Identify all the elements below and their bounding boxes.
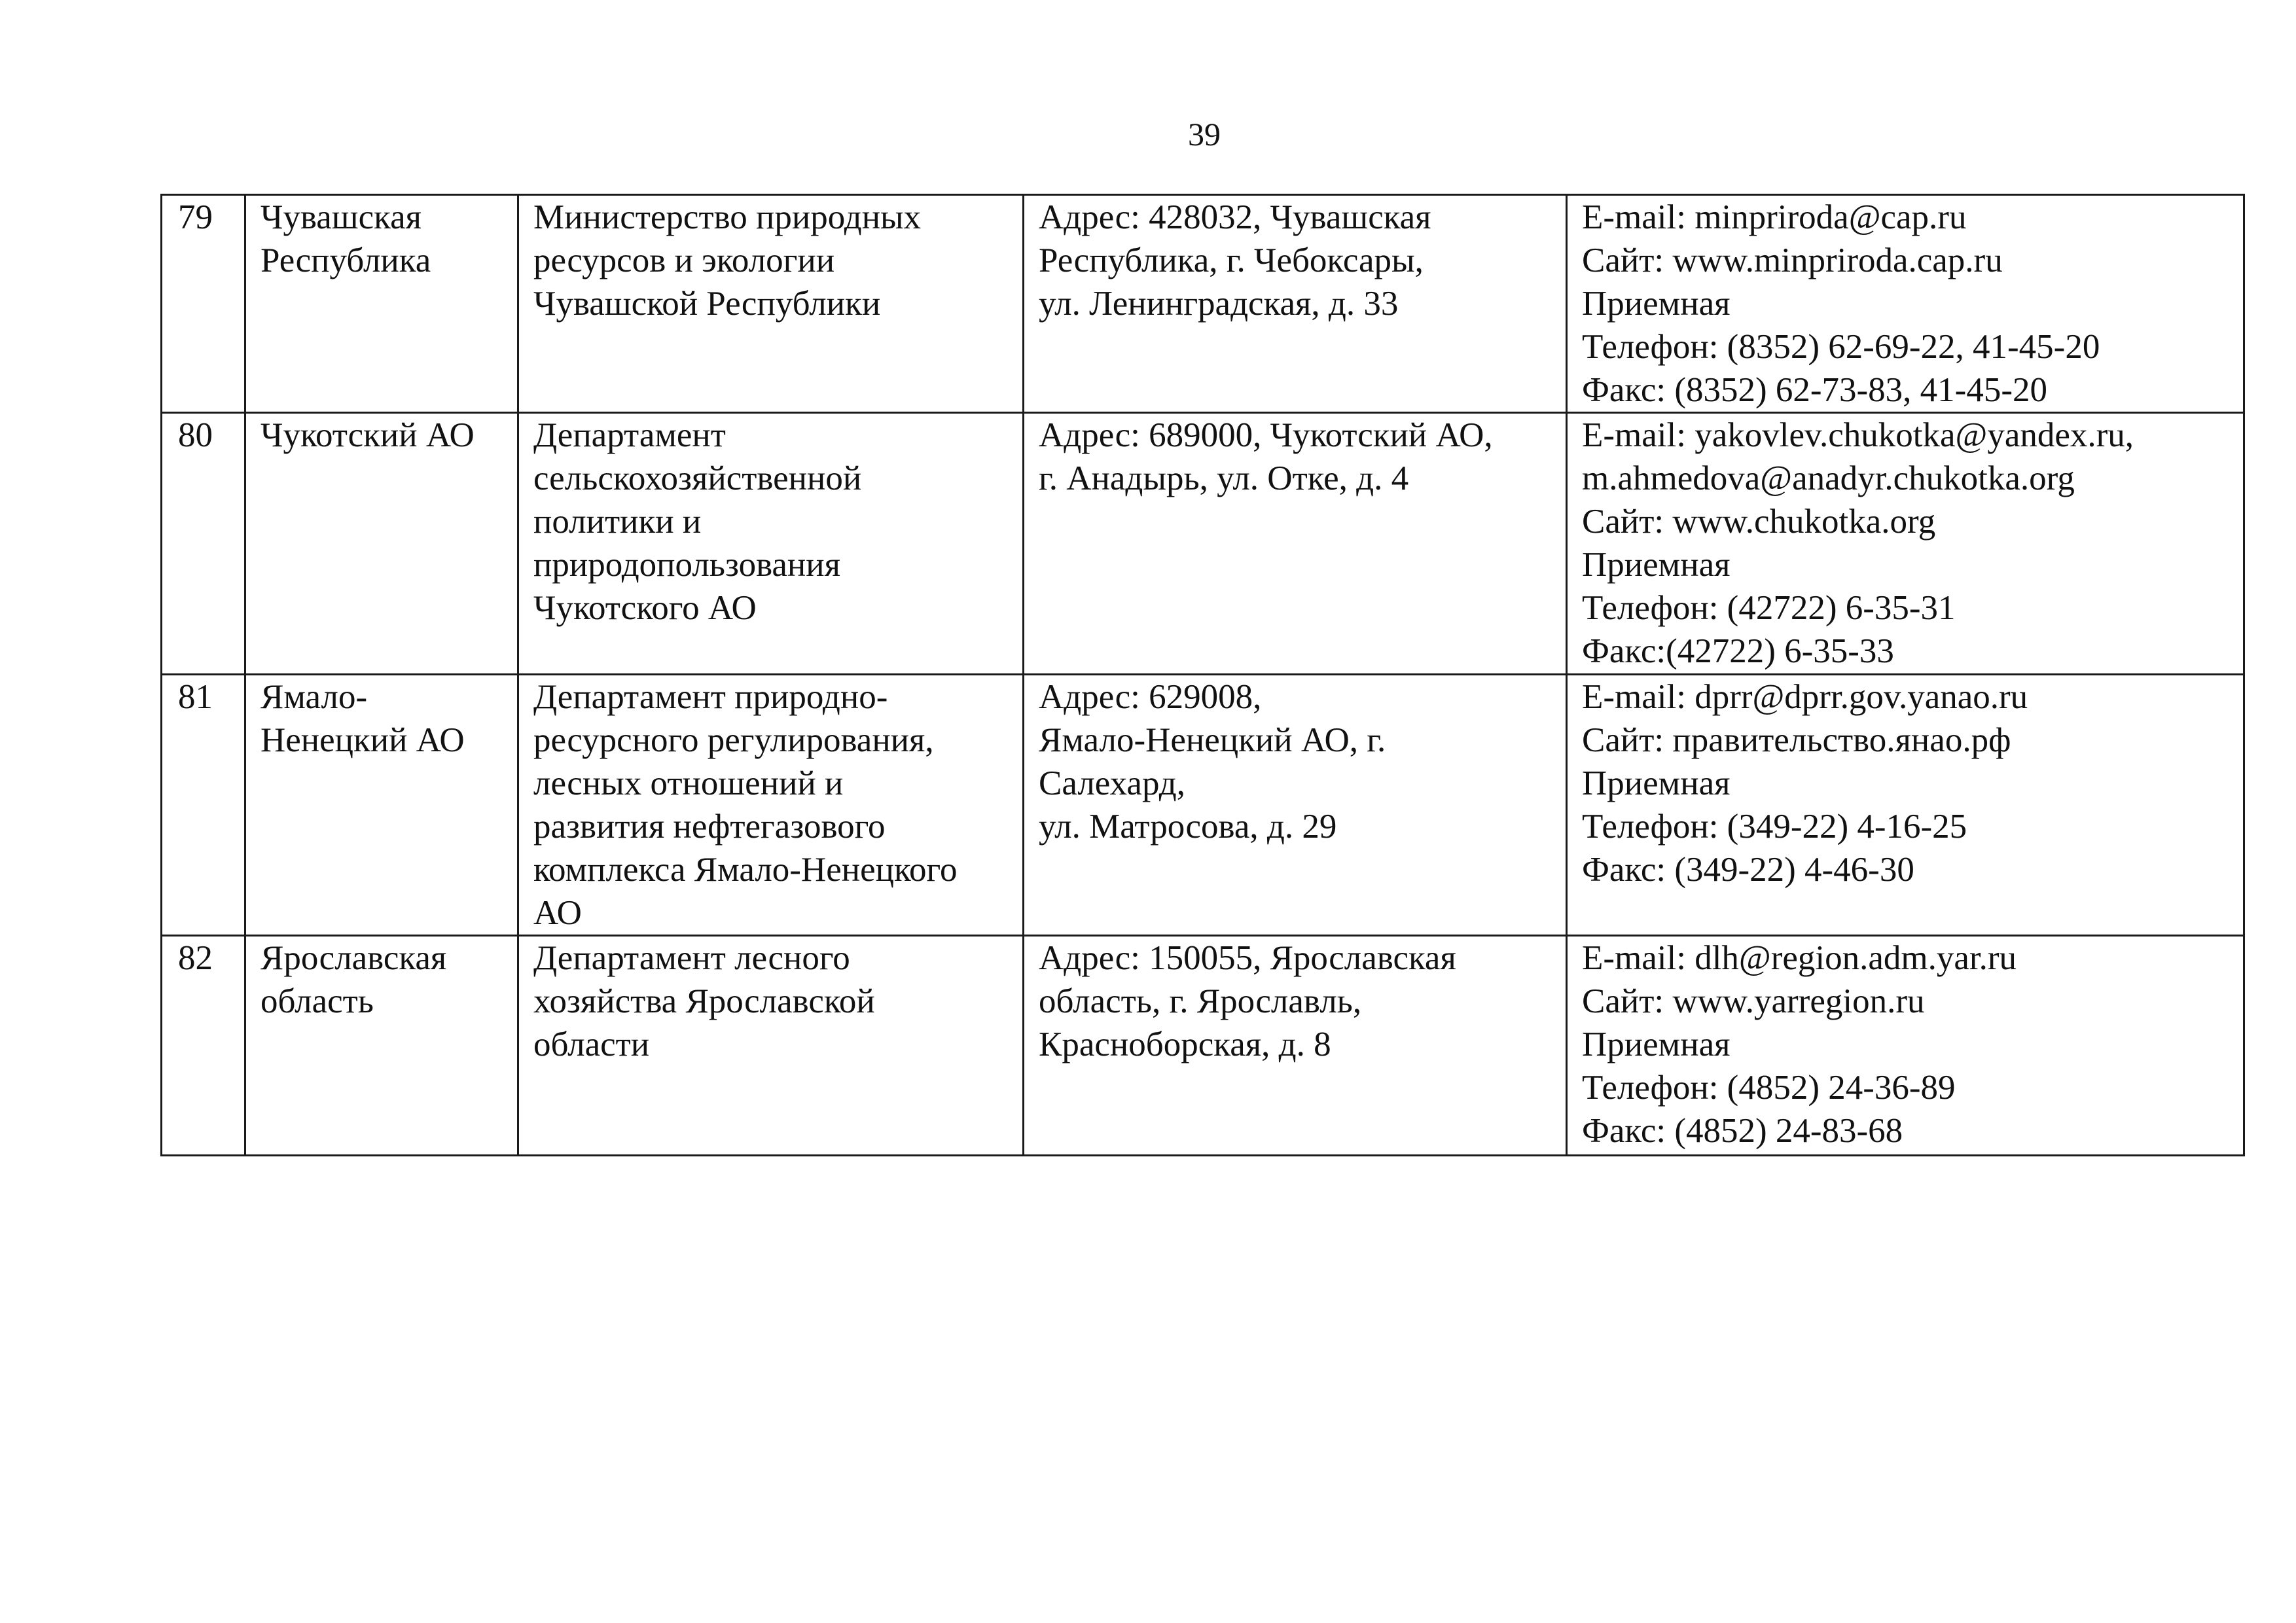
address-cell xyxy=(1024,936,1567,1156)
address-line: Адрес: 428032, Чувашская xyxy=(1039,198,1431,236)
table-row xyxy=(162,675,2244,936)
fax-line: Факс: (8352) 62-73-83, 41-45-20 xyxy=(1582,371,2047,409)
fax-line: Факс: (4852) 24-83-68 xyxy=(1582,1112,1903,1150)
phone-line: Телефон: (349-22) 4-16-25 xyxy=(1582,808,1967,846)
reception-label: Приемная xyxy=(1582,546,1731,584)
email-line: m.ahmedova@anadyr.chukotka.org xyxy=(1582,459,2075,497)
agency-line: Департамент природно- xyxy=(533,678,888,716)
website-line: Сайт: www.yarregion.ru xyxy=(1582,982,1925,1020)
phone-line: Телефон: (4852) 24-36-89 xyxy=(1582,1069,1956,1107)
address-line: Адрес: 150055, Ярославская xyxy=(1039,939,1456,977)
reception-label: Приемная xyxy=(1582,285,1731,323)
agency-line: развития нефтегазового xyxy=(533,808,886,846)
phone-line: Телефон: (8352) 62-69-22, 41-45-20 xyxy=(1582,328,2100,366)
address-line: ул. Матросова, д. 29 xyxy=(1039,808,1337,846)
reception-label: Приемная xyxy=(1582,1026,1731,1063)
region-line: Ненецкий АО xyxy=(260,721,465,759)
agency-line: политики и xyxy=(533,503,702,541)
agency-line: области xyxy=(533,1026,650,1063)
row-number: 80 xyxy=(162,413,245,675)
contacts-cell xyxy=(1567,195,2244,413)
reception-label: Приемная xyxy=(1582,764,1731,802)
region-line: Республика xyxy=(260,241,431,279)
agency-line: АО xyxy=(533,894,582,932)
page-number: 39 xyxy=(1188,116,1221,152)
email-line: E-mail: dlh@region.adm.yar.ru xyxy=(1582,939,2017,977)
address-cell xyxy=(1024,675,1567,936)
region-line: Чукотский АО xyxy=(260,416,475,454)
address-line: г. Анадырь, ул. Отке, д. 4 xyxy=(1039,459,1409,497)
agency-line: хозяйства Ярославской xyxy=(533,982,875,1020)
region-cell xyxy=(245,195,518,413)
agency-table xyxy=(160,194,2245,1156)
address-cell xyxy=(1024,413,1567,675)
phone-line: Телефон: (42722) 6-35-31 xyxy=(1582,589,1956,627)
agency-line: ресурсов и экологии xyxy=(533,241,835,279)
row-number: 79 xyxy=(162,195,245,413)
row-number: 82 xyxy=(162,936,245,1156)
region-cell xyxy=(245,675,518,936)
email-line: E-mail: dprr@dprr.gov.yanao.ru xyxy=(1582,678,2028,716)
address-line: Салехард, xyxy=(1039,764,1185,802)
address-line: область, г. Ярославль, xyxy=(1039,982,1362,1020)
table-row xyxy=(162,413,2244,675)
contacts-cell xyxy=(1567,936,2244,1156)
agency-line: комплекса Ямало-Ненецкого xyxy=(533,851,958,889)
region-line: Ямало- xyxy=(260,678,368,716)
fax-line: Факс: (349-22) 4-46-30 xyxy=(1582,851,1914,889)
fax-line: Факс:(42722) 6-35-33 xyxy=(1582,632,1894,670)
address-cell xyxy=(1024,195,1567,413)
region-cell xyxy=(245,936,518,1156)
website-line: Сайт: www.chukotka.org xyxy=(1582,503,1936,541)
address-line: Республика, г. Чебоксары, xyxy=(1039,241,1424,279)
agency-cell xyxy=(518,413,1024,675)
table-row xyxy=(162,936,2244,1156)
website-line: Сайт: правительство.янао.рф xyxy=(1582,721,2011,759)
agency-line: Чукотского АО xyxy=(533,589,757,627)
agency-line: природопользования xyxy=(533,546,841,584)
agency-line: Министерство природных xyxy=(533,198,922,236)
region-line: область xyxy=(260,982,374,1020)
email-line: E-mail: yakovlev.chukotka@yandex.ru, xyxy=(1582,416,2134,454)
address-line: ул. Ленинградская, д. 33 xyxy=(1039,285,1399,323)
address-line: Ямало-Ненецкий АО, г. xyxy=(1039,721,1386,759)
agency-line: сельскохозяйственной xyxy=(533,459,862,497)
agency-cell xyxy=(518,936,1024,1156)
agency-line: Департамент лесного xyxy=(533,939,850,977)
address-line: Адрес: 629008, xyxy=(1039,678,1262,716)
region-cell xyxy=(245,413,518,675)
email-line: E-mail: minpriroda@cap.ru xyxy=(1582,198,1967,236)
contacts-cell xyxy=(1567,675,2244,936)
agency-cell xyxy=(518,195,1024,413)
agency-line: Департамент xyxy=(533,416,726,454)
region-line: Чувашская xyxy=(260,198,422,236)
address-line: Адрес: 689000, Чукотский АО, xyxy=(1039,416,1493,454)
agency-cell xyxy=(518,675,1024,936)
contacts-cell xyxy=(1567,413,2244,675)
agency-line: лесных отношений и xyxy=(533,764,844,802)
address-line: Красноборская, д. 8 xyxy=(1039,1026,1331,1063)
website-line: Сайт: www.minpriroda.cap.ru xyxy=(1582,241,2003,279)
row-number: 81 xyxy=(162,675,245,936)
agency-line: Чувашской Республики xyxy=(533,285,881,323)
region-line: Ярославская xyxy=(260,939,447,977)
agency-line: ресурсного регулирования, xyxy=(533,721,934,759)
table-row xyxy=(162,195,2244,413)
